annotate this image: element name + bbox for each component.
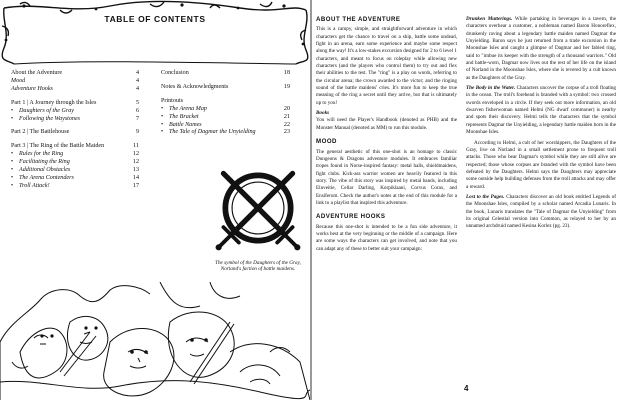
toc-title: TABLE OF CONTENTS	[104, 14, 206, 24]
body-text: Characters uncover the corpse of a troll floating in the ocean. The troll's forehead is branded with a symbol: two crossed swords enveloped in a circle. If they seek out more information, an old dwarven fisherwoman named Helmi (NG dwarf commoner) is nearby and spots their discovery. Helmi tells the characters that the symbol represents Dagmar the Unyielding, a legendary battle maiden born in the Moonshae Isles.	[466, 85, 616, 136]
about-text: This is a campy, simple, and straightforward adventure in which characters get the chance to travel on a ship, battle some undead, fight in an arena, earn some experience and maybe some respect along the way! It's a low-stakes excursion designed for 2 to 6 level 1 characters, and meant to focus on roleplay while allowing new characters (and the players who control them) to try out and flex their abilities to the test. The "ring" is a play on words, referring to the circular arena; the crown awarded to the victor; and the ringing sound of the battle maidens' cries. It's more fun to keep the true meaning of the ring a secret until they arrive, but that is ultimately up to you!	[316, 26, 457, 106]
toc-entry-label: Adventure Hooks	[11, 85, 53, 92]
toc-entry-page: 21	[283, 113, 290, 120]
toc-entry-page: 19	[283, 83, 290, 90]
toc-entry-label: Printouts	[161, 97, 184, 104]
left-page	[0, 0, 310, 400]
toc-entry-page: 5	[135, 99, 139, 106]
toc-right-column	[161, 70, 290, 137]
toc-entry[interactable]	[11, 86, 139, 94]
toc-entry[interactable]	[11, 175, 139, 183]
toc-entry-page: 22	[283, 121, 290, 128]
toc-entry[interactable]	[161, 129, 290, 137]
crossed-swords-emblem-icon	[210, 160, 306, 256]
toc-entry-page: 23	[283, 129, 290, 136]
toc-entry-page: 12	[132, 151, 139, 158]
body-lead: The Body in the Water.	[466, 85, 516, 92]
article-column-right	[466, 16, 616, 234]
drunken-lead: Drunken Mutterings.	[466, 16, 513, 22]
hooks-text: Because this one-shot is intended to be a fun side adventure, it works best at the very beginning or the middle of a campaign. Here are some ways the characters can get involved, and note that you can adapt any of these to better suit your campaign:	[316, 223, 457, 252]
page-number: 4	[464, 384, 469, 393]
books-heading: Books	[316, 110, 330, 117]
drunken-text: While partaking in beverages in a tavern, the characters overhear a customer, a nobleman named Baron Honoreflex, drunkenly raving about a legendary battle maiden named Dagmar the Unyielding. Baron says he just returned from a trade excursion in the Moonshae Isles and caught a glimpse of Dagmar and her fabled ring, said to "imbue its keeper with the strength of a thousand warriors." Old and battle-worn, Dagmar now lives out the rest of her life on the island of Norland in the Moonshae Isles, where she is revered by a cult known as the Daughters of the Gray.	[466, 16, 616, 81]
toc-entry-label: • The Arena Map	[161, 106, 207, 114]
toc-entry[interactable]	[161, 84, 290, 92]
toc-entry-page: 14	[132, 174, 139, 181]
emblem-caption: The symbol of the Daughters of the Gray, Norland's faction of battle maidens.	[215, 260, 301, 273]
toc-entry-page: 18	[283, 70, 290, 76]
toc-entry-label: • Troll Attack!	[11, 183, 50, 191]
toc-entry-label: Mood	[11, 77, 26, 84]
toc-entry-label: • The Tale of Dagmar the Unyielding	[161, 129, 256, 137]
lost-lead: Lost to the Pages.	[466, 193, 505, 200]
toc-entry-page: 6	[135, 107, 139, 114]
toc-entry-page: 17	[132, 182, 139, 189]
toc-entry-page: 11	[133, 143, 139, 150]
toc-entry-page: 12	[132, 159, 139, 166]
books-text: You will need the Player's Handbook (denoted as PHB) and the Monster Manual (denoted as MM) to run this module.	[316, 117, 457, 131]
toc-entry[interactable]	[11, 116, 139, 124]
toc-entry-label: • Rules for the Ring	[11, 151, 63, 159]
vine-border-ornament	[0, 0, 310, 66]
toc-entry[interactable]	[161, 114, 290, 122]
toc-entry-label: About the Adventure	[11, 70, 63, 76]
toc-entry[interactable]	[11, 129, 139, 137]
toc-entry[interactable]	[11, 151, 139, 159]
hooks-heading: ADVENTURE HOOKS	[316, 213, 386, 221]
toc-entry-label: Part 2 | The Battlehouse	[11, 129, 70, 136]
right-page	[312, 0, 622, 400]
toc-entry-label: • Daughters of the Gray	[11, 108, 74, 116]
mood-heading: MOOD	[316, 138, 337, 146]
toc-entry-page: 4	[135, 70, 139, 76]
toc-entry[interactable]	[161, 106, 290, 114]
toc-entry[interactable]	[11, 100, 139, 108]
toc-entry-label: Part 1 | A Journey through the Isles	[11, 99, 97, 106]
toc-entry-label: • Facilitating the Ring	[11, 159, 70, 167]
helmi-text: According to Helmi, a cult of her worshippers, the Daughters of the Gray, live on Norland in a small settlement prone to frequent troll attacks. Those who bear Dagmar's symbol while they are still alive are respected; those whose corpses are branded with the symbol have been defeated by the Daughters. Helmi says the Daughters may appreciate some outside help building defenses from the troll attacks and may offer a reward.	[466, 139, 616, 190]
toc-entry-label: • Battle Names	[161, 122, 202, 130]
toc-entry[interactable]	[11, 70, 139, 78]
toc-entry-label: • The Bracket	[161, 114, 199, 122]
toc-entry-label: • Additional Obstacles	[11, 167, 70, 175]
toc-entry-page: 7	[135, 115, 139, 122]
article-column-left	[316, 16, 457, 256]
toc-entry-label: Conclusion	[161, 70, 189, 76]
toc-entry[interactable]	[11, 159, 139, 167]
toc-entry[interactable]	[161, 98, 290, 106]
toc-entry-page: 4	[135, 77, 139, 84]
toc-entry-label: Part 3 | The Ring of the Battle Maiden	[11, 143, 105, 150]
toc-entry-page: 4	[135, 85, 139, 92]
toc-entry-label: • The Arena Contenders	[11, 175, 74, 183]
toc-entry-page: 20	[283, 105, 290, 112]
toc-entry-label: • Following the Waystones	[11, 116, 80, 124]
toc-entry[interactable]	[11, 78, 139, 86]
toc-entry[interactable]	[11, 167, 139, 175]
illustration-battle-scene	[0, 282, 310, 400]
toc-entry[interactable]	[161, 70, 290, 78]
toc-entry-label: Notes & Acknowledgments	[161, 83, 229, 90]
toc-entry[interactable]	[11, 183, 139, 191]
toc-left-column	[11, 70, 139, 191]
toc-entry-page: 13	[132, 167, 139, 174]
toc-entry-page: 9	[135, 129, 139, 136]
toc-entry[interactable]	[11, 108, 139, 116]
about-heading: ABOUT THE ADVENTURE	[316, 16, 401, 23]
mood-text: The general aesthetic of this one-shot is an homage to classic Dungeons & Dragons adventure modules. It embraces familiar tropes found in Norse-inspired fantasy: metal halls, shieldmaidens, fight clubs. Kick-ass warrior women are heavily featured in this story. The vibe of this story was inspired by metal bands, including Eluveitie, Cellar Darling, Korpiklaani, Corvus Corax, and Ensiferum. Check the author's notes at the end of this module for a link to a playlist that inspired this adventure.	[316, 148, 457, 206]
lost-text: Characters discover an old book entitled Legends of the Moonshae Isles, compiled by a scholar named Arcadia Lunaris. In the book, Lunaris translates the "Tale of Dagmar the Unyielding" from its original Celestial version into Common, as relayed to her by an unnamed archdruid named Kesina Korlez (pg. 23).	[466, 193, 616, 230]
